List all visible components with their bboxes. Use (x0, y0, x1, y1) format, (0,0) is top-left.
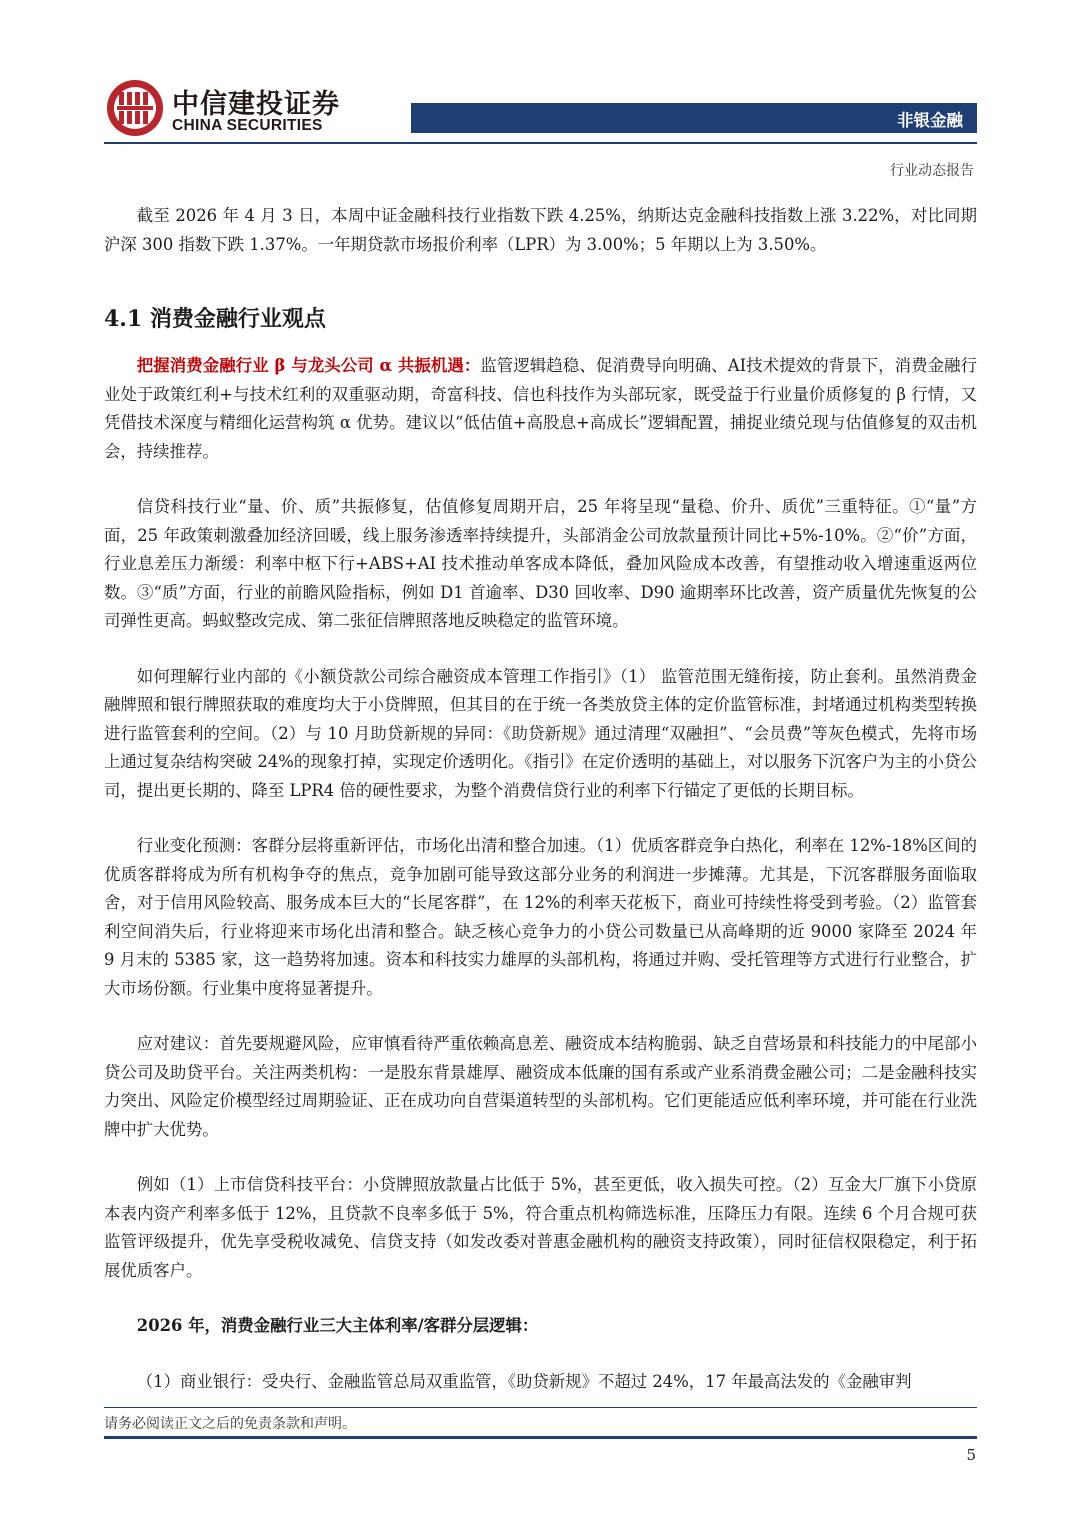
footer-divider-thin (104, 1407, 977, 1408)
china-securities-logo-icon (105, 78, 165, 138)
paragraph-industry-forecast: 行业变化预测：客群分层将重新评估，市场化出清和整合加速。（1）优质客群竞争白热化，利率在 12%-18%区间的优质客群将成为所有机构争夺的焦点，竞争加剧可能导致这部分业务的利润进一步摊薄。尤其是，下沉客群服务面临取舍，对于信用风险较高、服务成本巨大的“长尾客群”，在 12%的利率天花板下，商业可持续性将受到考验。（2）监管套利空间消失后，行业将迎来市场化出清和整合。缺乏核心竞争力的小贷公司数量已从高峰期的近 9000 家降至 2024 年 9 月末的 5385 家，这一趋势将加速。资本和科技实力雄厚的头部机构，将通过并购、受托管理等方式进行行业整合，扩大市场份额。行业集中度将显著提升。 (104, 836, 977, 998)
sector-banner (411, 103, 977, 133)
highlight-lead: 把握消费金融行业 β 与龙头公司 α 共振机遇： (136, 356, 481, 375)
paragraph-credit-tech-recovery: 信贷科技行业“量、价、质”共振修复，估值修复周期开启，25 年将呈现“量稳、价升、质优”三重特征。①“量”方面，25 年政策刺激叠加经济回暖，线上服务渗透率持续提升，头部消金公司放款量预计同比+5%-10%。②“价”方面，行业息差压力渐缓：利率中枢下行+ABS+AI 技术推动单客成本降低，叠加风险成本改善，有望推动收入增速重返两位数。③“质”方面，行业的前瞻风险指标，例如 D1 首逾率、D30 回收率、D90 逾期率环比改善，资产质量优先恢复的公司弹性更高。蚂蚁整改完成、第二张征信牌照落地反映稳定的监管环境。 (104, 497, 977, 630)
paragraph-2026-logic: 2026 年，消费金融行业三大主体利率/客群分层逻辑： (136, 1316, 539, 1335)
paragraph-guideline-interpretation: 如何理解行业内部的《小额贷款公司综合融资成本管理工作指引》（1） 监管范围无缝衔接，防止套利。虽然消费金融牌照和银行牌照获取的难度均大于小贷牌照，但其目的在于统一各类放贷主体的定价监管标准，封堵通过机构类型转换进行监管套利的空间。（2）与 10 月助贷新规的异同：《助贷新规》通过清理“双融担”、“会员费”等灰色模式，先将市场上通过复杂结构突破 24%的现象打掉，实现定价透明化。《指引》在定价透明的基础上，对以服务下沉客户为主的小贷公司，提出更长期的、降至 LPR4 倍的硬性要求，为整个消费信贷行业的利率下行锚定了更低的长期目标。 (104, 666, 977, 800)
paragraph-examples: 例如（1）上市信贷科技平台：小贷牌照放款量占比低于 5%，甚至更低，收入损失可控。（2）互金大厂旗下小贷原本表内资产利率多低于 12%，且贷款不良率多低于 5%，符合重点机构筛选标准，压降压力有限。连续 6 个月合规可获监管评级提升，优先享受税收减免、信贷支持（如发改委对普惠金融机构的融资支持政策），同时征信权限稳定，利于拓展优质客户。 (104, 1175, 977, 1280)
paragraph-recommendations: 应对建议：首先要规避风险，应审慎看待严重依赖高息差、融资成本结构脆弱、缺乏自营场景和科技能力的中尾部小贷公司及助贷平台。关注两类机构：一是股东背景雄厚、融资成本低廉的国有系或产业系消费金融公司；二是金融科技实力突出、风险定价模型经过周期验证、正在成功向自营渠道转型的头部机构。它们更能适应低利率环境，并可能在行业洗牌中扩大优势。 (104, 1034, 977, 1139)
disclaimer-text: 请务必阅读正文之后的免责条款和声明。 (104, 1416, 356, 1432)
section-title: 4.1 消费金融行业观点 (104, 306, 326, 332)
intro-paragraph: 截至 2026 年 4 月 3 日，本周中证金融科技行业指数下跌 4.25%，纳斯达克金融科技指数上涨 3.22%，对比同期沪深 300 指数下跌 1.37%。一年期贷款市场报价利率（LPR）为 3.00%；5 年期以上为 3.50%。 (104, 206, 977, 254)
page-number: 5 (966, 1446, 976, 1464)
report-type: 行业动态报告 (890, 163, 974, 179)
brand-name-en: CHINA SECURITIES (172, 117, 323, 134)
header-divider (104, 142, 977, 144)
paragraph-body: 监管逻辑趋稳、促消费导向明确、AI技术提效的背景下，消费金融行业处于政策红利+与技术红利的双重驱动期，奇富科技、信也科技作为头部玩家，既受益于行业量价质修复的 β 行情，又凭借技术深度与精细化运营构筑 α 优势。建议以“低估值+高股息+高成长”逻辑配置，捕捉业绩兑现与估值修复的双击机会，持续推荐。 (104, 356, 978, 461)
paragraph-commercial-banks: （1）商业银行：受央行、金融监管总局双重监管，《助贷新规》不超过 24%，17 年最高法发的《金融审判 (136, 1371, 912, 1391)
report-body (104, 202, 977, 1396)
brand-name-cn: 中信建投证券 (172, 89, 340, 120)
sector-label: 非银金融 (897, 111, 963, 130)
paragraph-consumer-finance-view (104, 352, 977, 466)
footer-divider (104, 1436, 977, 1439)
page-header (0, 0, 1080, 190)
